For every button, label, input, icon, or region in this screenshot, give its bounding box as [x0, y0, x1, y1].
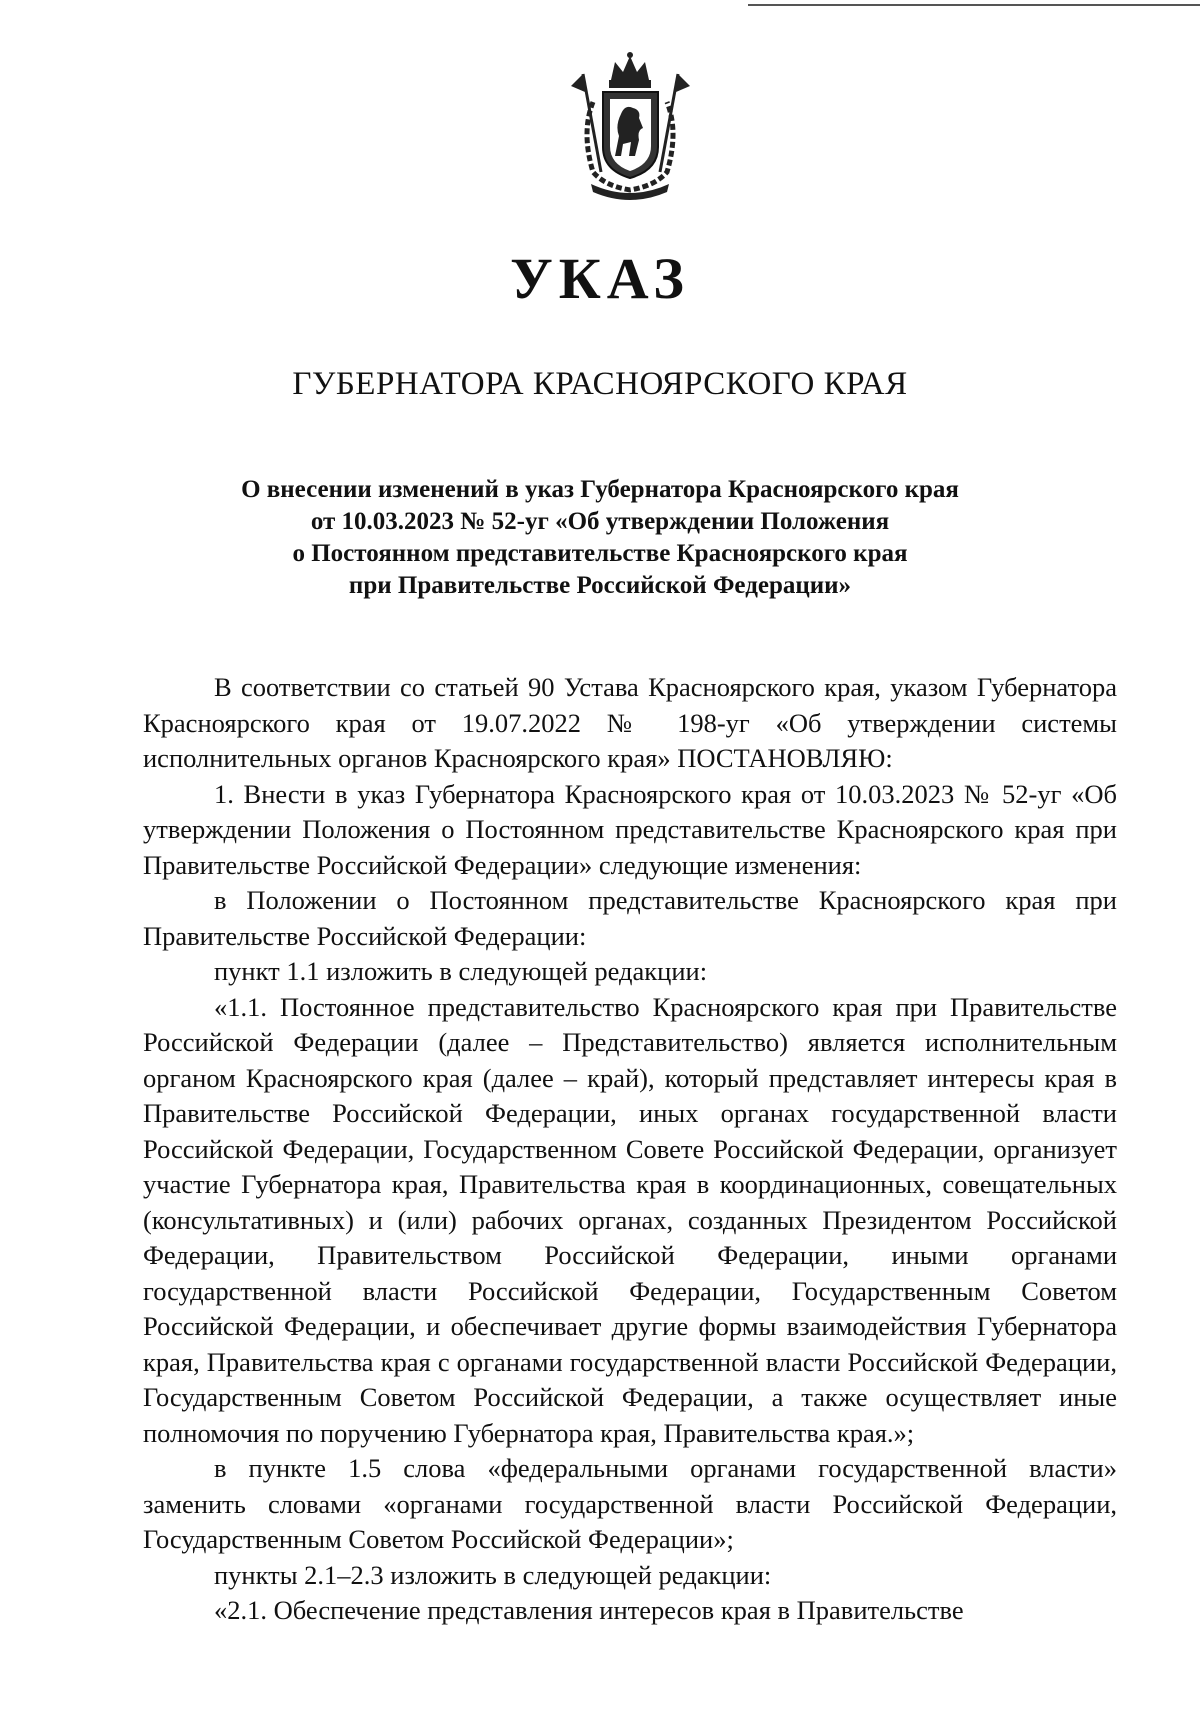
issuer-heading: ГУБЕРНАТОРА КРАСНОЯРСКОГО КРАЯ — [292, 366, 908, 402]
body-paragraph: пункт 1.1 изложить в следующей редакции: — [214, 956, 708, 986]
title-line: о Постоянном представительстве Красноярского края — [292, 540, 908, 567]
body-paragraph: В соответствии со статьей 90 Устава Красноярского края, указом Губернатора Красноярского края от 19.07.2022 № 198-уг «Об утверждении системы исполнительных органов Красноярского края» ПОСТАНОВЛЯЮ: — [143, 672, 1117, 773]
body-paragraph: в Положении о Постоянном представительстве Красноярского края при Правительстве Российской Федерации: — [143, 885, 1117, 951]
body-paragraph: 1. Внести в указ Губернатора Красноярского края от 10.03.2023 № 52-уг «Об утверждении Положения о Постоянном представительстве Красноярского края при Правительстве Российской Федерации» следующие изменения: — [143, 778, 1117, 880]
body-paragraph: пункты 2.1–2.3 изложить в следующей редакции: — [214, 1559, 772, 1590]
document-type-heading: УКАЗ — [510, 246, 690, 311]
title-line: от 10.03.2023 № 52-уг «Об утверждении Положения — [310, 508, 890, 535]
body-paragraph: в пункте 1.5 слова «федеральными органами государственной власти» заменить словами «органами государственной власти Российской Федерации, Государственным Советом Российской Федерации»; — [143, 1453, 1117, 1554]
document-body — [143, 670, 1117, 1629]
coat-of-arms-icon — [563, 52, 698, 202]
document-title — [180, 474, 1020, 602]
body-paragraph: «1.1. Постоянное представительство Красноярского края при Правительстве Российской Федерации (далее – Представительство) является исполнительным органом Красноярского края (далее – край), который представляет интересы края в Правительстве Российской Федерации, иных органах государственной власти Российской Федерации, Государственном Совете Российской Федерации, организует участие Губернатора края, Правительства края в координационных, совещательных (консультативных) и (или) рабочих органах, созданных Президентом Российской Федерации, Правительством Российской Федерации, иными органами государственной власти Российской Федерации, Государственным Советом Российской Федерации, и обеспечивает другие формы взаимодействия Губернатора края, Правительства края с органами государственной власти Российской Федерации, Государственным Советом Российской Федерации, а также осуществляет иные полномочия по поручению Губернатора края, Правительства края.»; — [143, 991, 1117, 1448]
body-paragraph: «2.1. Обеспечение представления интересов края в Правительстве — [214, 1595, 964, 1625]
top-border-line — [748, 4, 1200, 6]
title-line: при Правительстве Российской Федерации» — [348, 572, 852, 599]
title-line: О внесении изменений в указ Губернатора Красноярского края — [241, 476, 959, 503]
